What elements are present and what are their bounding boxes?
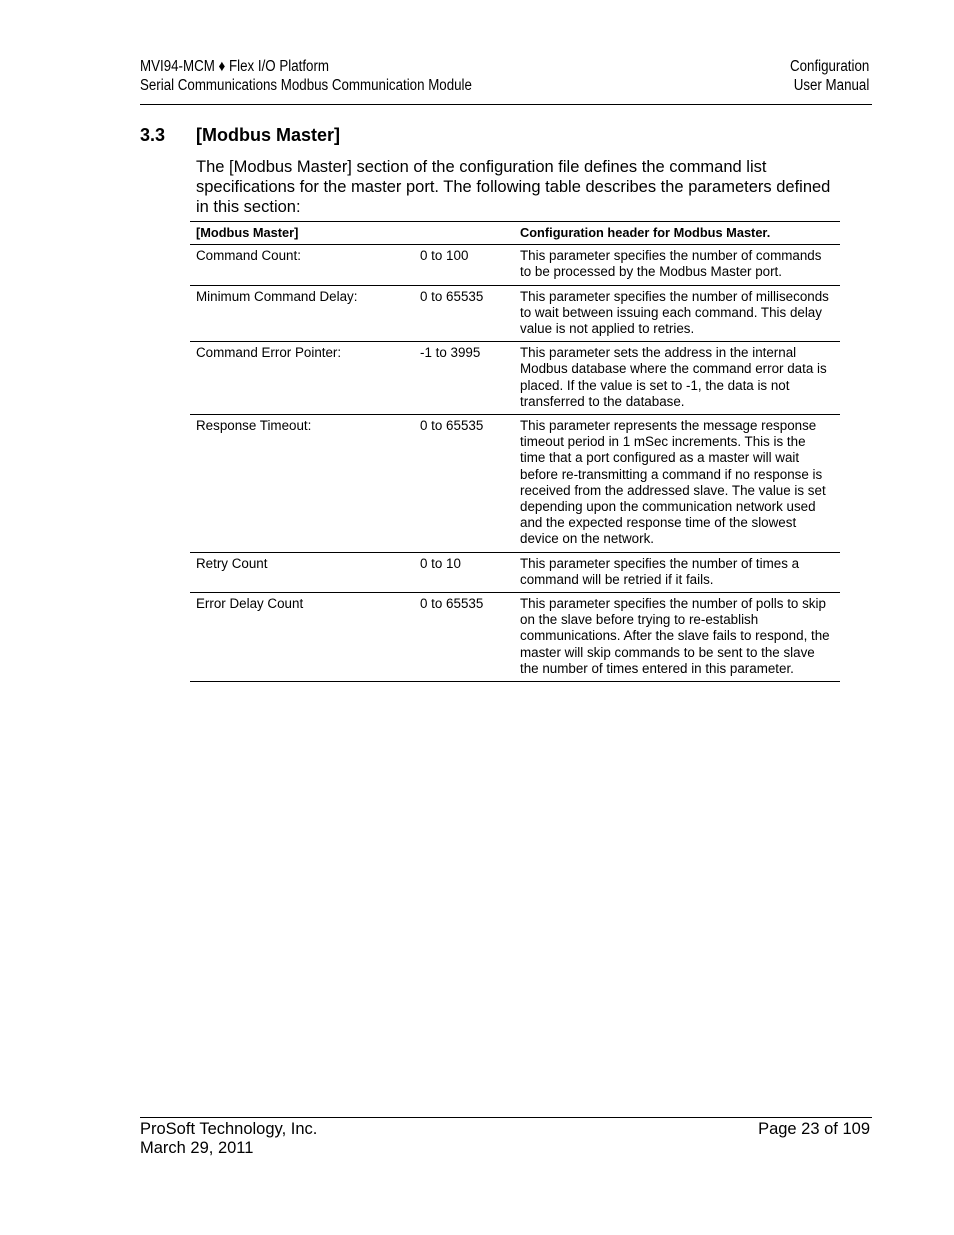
- parameter-range: 0 to 100: [414, 245, 514, 285]
- footer-right: [758, 1120, 870, 1139]
- parameter-description: This parameter specifies the number of commands to be processed by the Modbus Master port.: [514, 245, 840, 285]
- header-chapter: Configuration: [789, 58, 870, 75]
- table-row: [190, 552, 840, 592]
- table-header-section: [Modbus Master]: [190, 222, 414, 245]
- table-header-description: Configuration header for Modbus Master.: [514, 222, 840, 245]
- table-header-row: [190, 222, 840, 245]
- parameter-name: Command Error Pointer:: [190, 342, 414, 415]
- parameter-name: Error Delay Count: [190, 593, 414, 682]
- parameter-description: This parameter sets the address in the internal Modbus database where the command error data is placed. If the value is set to -1, the data is not transferred to the database.: [514, 342, 840, 415]
- parameters-table: [190, 221, 840, 682]
- footer-page-number: Page 23 of 109: [758, 1120, 870, 1138]
- section-title: [Modbus Master]: [196, 125, 340, 145]
- table-row: [190, 245, 840, 285]
- table-row: [190, 415, 840, 553]
- parameter-name: Minimum Command Delay:: [190, 285, 414, 342]
- parameter-range: 0 to 65535: [414, 415, 514, 553]
- parameter-name: Command Count:: [190, 245, 414, 285]
- parameter-name: Retry Count: [190, 552, 414, 592]
- section-heading: [140, 125, 340, 146]
- header-left: [140, 57, 472, 95]
- parameter-range: 0 to 65535: [414, 593, 514, 682]
- table-row: [190, 285, 840, 342]
- header-right: [790, 57, 869, 95]
- section-number: 3.3: [140, 125, 166, 145]
- footer-left: [140, 1120, 317, 1158]
- table-header-range: [414, 222, 514, 245]
- parameter-name: Response Timeout:: [190, 415, 414, 553]
- parameter-description: This parameter specifies the number of polls to skip on the slave before trying to re-establish communications. After the slave fails to respond, the master will skip commands to be sent to the slave the number of times entered in this parameter.: [514, 593, 840, 682]
- parameter-range: 0 to 10: [414, 552, 514, 592]
- header-doc-type: User Manual: [793, 77, 870, 94]
- footer-company: ProSoft Technology, Inc.: [140, 1120, 318, 1138]
- footer-divider: [140, 1117, 872, 1118]
- table-row: [190, 342, 840, 415]
- parameter-range: -1 to 3995: [414, 342, 514, 415]
- parameter-range: 0 to 65535: [414, 285, 514, 342]
- header-divider: [140, 104, 872, 105]
- header-product-subtitle: Serial Communications Modbus Communication Module: [140, 77, 472, 94]
- parameter-description: This parameter specifies the number of milliseconds to wait between issuing each command. This delay value is not applied to retries.: [514, 285, 840, 342]
- table-row: [190, 593, 840, 682]
- parameter-description: This parameter specifies the number of times a command will be retried if it fails.: [514, 552, 840, 592]
- footer-date: March 29, 2011: [140, 1139, 254, 1157]
- section-intro-paragraph: The [Modbus Master] section of the configuration file defines the command list specifications for the master port. The following table describes the parameters defined in this section:: [196, 158, 831, 216]
- parameter-description: This parameter represents the message response timeout period in 1 mSec increments. This is the time that a port configured as a master will wait before re-transmitting a command if no response is received from the addressed slave. The value is set depending upon the communication network used and the expected response time of the slowest device on the network.: [514, 415, 840, 553]
- header-product-title: MVI94-MCM ♦ Flex I/O Platform: [140, 58, 330, 75]
